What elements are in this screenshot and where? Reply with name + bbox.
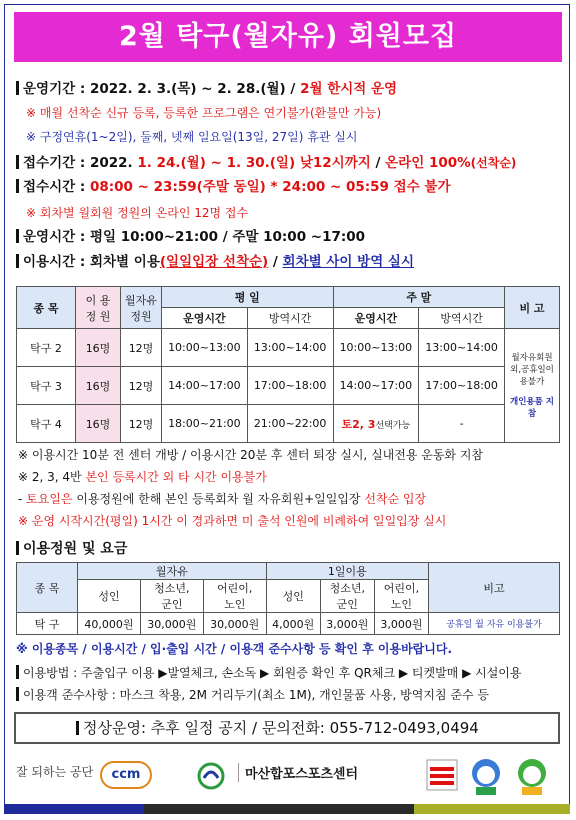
fee-kid: 어린이, 노인 <box>374 580 428 613</box>
ccm-logo: ccm <box>100 761 152 789</box>
col-we-clean: 방역시간 <box>419 308 505 329</box>
row-name: 탁구 3 <box>17 367 76 405</box>
contact-box <box>14 712 560 744</box>
time-note: * 24:00 ~ 05:59 접수 불가 <box>265 179 451 195</box>
reg-value: 1. 24.(월) ~ 1. 30.(일) 낮12시까지 <box>137 155 371 171</box>
reg-label: 접수기간 : 2022. <box>23 155 138 171</box>
fee-adult: 성인 <box>78 580 141 613</box>
period-value: 2022. 2. 3.(목) ~ 2. 28.(월) / <box>89 81 301 97</box>
row-wd-clean: 13:00~14:00 <box>247 329 333 367</box>
fee-row-name: 탁 구 <box>17 613 78 635</box>
rule2-a: ※ 2, 3, 4반 <box>18 470 86 484</box>
col-note: 비 고 <box>505 287 560 329</box>
row-cap: 16명 <box>76 367 121 405</box>
col-weekday: 평 일 <box>162 287 334 308</box>
row-we-clean: 13:00~14:00 <box>419 329 505 367</box>
row-cap: 16명 <box>76 329 121 367</box>
rule2-b: 본인 등록시간 외 타 시간 이용불가 <box>85 470 267 484</box>
rule3-c: 이용정원에 한해 본인 등록회차 월 자유회원+일일입장 <box>72 492 365 506</box>
row-wd-run: 10:00~13:00 <box>162 329 248 367</box>
footer-stripe-blue <box>4 804 144 814</box>
note2: ※ 구정연휴(1~2일), 둘째, 넷째 일요일(13일, 27일) 휴관 실시 <box>26 130 358 144</box>
fee-value: 3,000원 <box>374 613 428 635</box>
row-monthly: 12명 <box>121 367 162 405</box>
we-run-red: 토2, 3 <box>341 417 376 431</box>
row-cap: 16명 <box>76 405 121 443</box>
use-blue: 회차별 사이 방역 실시 <box>282 254 415 270</box>
schedule-note <box>505 329 560 443</box>
note1: ※ 매월 선착순 신규 등록, 등록한 프로그램은 연기불가(환불만 가능) <box>26 106 382 120</box>
note3-b: 온라인 12명 접수 <box>155 206 249 220</box>
row-wd-run: 14:00~17:00 <box>162 367 248 405</box>
col-event: 종 목 <box>17 287 76 329</box>
fee-col-note: 비고 <box>429 563 560 613</box>
col-cap: 이 용 정 원 <box>76 287 121 329</box>
center-name: 마산합포스포츠센터 <box>238 763 358 782</box>
table-row <box>17 367 560 405</box>
row-monthly: 12명 <box>121 405 162 443</box>
row-monthly: 12명 <box>121 329 162 367</box>
fee-col-daily: 1일이용 <box>266 563 428 580</box>
bullet-bar <box>76 721 79 735</box>
fee-col-monthly: 월자유 <box>78 563 267 580</box>
fee-col-event: 종 목 <box>17 563 78 613</box>
rule3 <box>18 490 426 508</box>
page-title: 2월 탁구(월자유) 회원모집 <box>14 12 562 62</box>
col-we-run: 운영시간 <box>333 308 419 329</box>
fee-youth: 청소년, 군인 <box>140 580 203 613</box>
contact-text: 정상운영: 추후 일정 공지 / 문의전화: 055-712-0493,0494 <box>83 719 479 737</box>
use-label: 이용시간 : 회차별 이용 <box>23 254 160 270</box>
footer-stripe-dark <box>144 804 414 814</box>
row-we-clean: 17:00~18:00 <box>419 367 505 405</box>
we-run-rest: 선택가능 <box>375 420 411 431</box>
operating-line <box>16 228 365 246</box>
table-row <box>17 613 560 635</box>
bullet-bar <box>16 541 19 555</box>
bullet-bar <box>16 665 19 679</box>
rule3-d: 선착순 입장 <box>364 492 427 506</box>
schedule-note-blue: 개인용품 지참 <box>509 396 554 419</box>
fee-row-note: 공휴일 월 자유 이용불가 <box>429 613 560 635</box>
bullet-bar <box>16 81 19 95</box>
reception-time-line <box>16 178 451 196</box>
table-row <box>17 405 560 443</box>
flag-logo-icon <box>424 757 460 793</box>
rule1: ※ 이용시간 10분 전 센터 개방 / 이용시간 20분 후 센터 퇴장 실시, 실내전용 운동화 지참 <box>18 448 484 462</box>
registration-line <box>16 154 516 172</box>
table-row <box>17 329 560 367</box>
col-weekend: 주 말 <box>333 287 505 308</box>
row-we-clean: - <box>419 405 505 443</box>
time-value: 08:00 ~ 23:59(주말 동일) <box>89 179 266 195</box>
row-wd-run: 18:00~21:00 <box>162 405 248 443</box>
period-note: 2월 한시적 운영 <box>300 81 398 97</box>
footer <box>14 755 562 800</box>
bullet-bar <box>16 155 19 169</box>
schedule-table <box>16 286 560 443</box>
reg-first: (선착순) <box>470 156 517 170</box>
row-we-run: 10:00~13:00 <box>333 329 419 367</box>
center-logo-icon <box>196 761 236 791</box>
col-wd-run: 운영시간 <box>162 308 248 329</box>
reg-sep: / <box>370 155 386 171</box>
period-line <box>16 80 397 98</box>
fee-adult: 성인 <box>266 580 320 613</box>
fee-value: 30,000원 <box>140 613 203 635</box>
schedule-note-text: 월자유회원외,공휴일이용불가 <box>510 352 554 387</box>
bullet-bar <box>16 229 19 243</box>
row-we-run <box>333 405 419 443</box>
bottom-notice: ※ 이용종목 / 이용시간 / 입·출입 시간 / 이용객 준수사항 등 확인 후 이용바랍니다. <box>16 642 453 656</box>
note3 <box>26 204 248 222</box>
use-sep: / <box>268 254 283 270</box>
fee-heading-text: 이용정원 및 요금 <box>23 541 128 557</box>
row-name: 탁구 4 <box>17 405 76 443</box>
fee-heading <box>16 540 127 558</box>
fee-value: 40,000원 <box>78 613 141 635</box>
mascot-green-icon <box>512 755 552 797</box>
row-we-run: 14:00~17:00 <box>333 367 419 405</box>
rule3-b: 토요일은 <box>26 492 73 506</box>
footer-stripe-olive <box>414 804 570 814</box>
use-red: (일일입장 선착순) <box>159 254 269 270</box>
fee-kid: 어린이, 노인 <box>203 580 266 613</box>
fee-table <box>16 562 560 635</box>
fee-value: 30,000원 <box>203 613 266 635</box>
rule2 <box>18 468 267 486</box>
rules-line <box>16 686 489 704</box>
method-line <box>16 664 522 682</box>
col-wd-clean: 방역시간 <box>247 308 333 329</box>
row-wd-clean: 17:00~18:00 <box>247 367 333 405</box>
footer-slogan: 잘 되하는 공단 <box>16 765 94 779</box>
op-line: 운영시간 : 평일 10:00~21:00 / 주말 10:00 ~17:00 <box>23 229 366 245</box>
col-monthly: 월자유 정원 <box>121 287 162 329</box>
reg-online: 온라인 100% <box>385 155 471 171</box>
note3-a: ※ 회차별 월회원 정원의 <box>26 206 156 220</box>
usage-line <box>16 253 414 271</box>
fee-value: 4,000원 <box>266 613 320 635</box>
time-label: 접수시간 : <box>23 179 90 195</box>
rule3-a: - <box>18 492 27 506</box>
row-name: 탁구 2 <box>17 329 76 367</box>
period-label: 운영기간 : <box>23 81 90 97</box>
fee-youth: 청소년, 군인 <box>320 580 374 613</box>
bullet-bar <box>16 179 19 193</box>
mascot-blue-icon <box>466 755 506 797</box>
rule4: ※ 운영 시작시간(평일) 1시간 이 경과하면 미 출석 인원에 비례하여 일일입장 실시 <box>18 514 447 528</box>
bullet-bar <box>16 687 19 701</box>
bullet-bar <box>16 254 19 268</box>
rules-text: 이용객 준수사항 : 마스크 착용, 2M 거리두기(최소 1M), 개인물품 사용, 방역지침 준수 등 <box>23 688 489 702</box>
row-wd-clean: 21:00~22:00 <box>247 405 333 443</box>
method-text: 이용방법 : 주출입구 이용 ▶발열체크, 손소독 ▶ 회원증 확인 후 QR체크 ▶ 티켓발매 ▶ 시설이용 <box>23 666 522 680</box>
fee-value: 3,000원 <box>320 613 374 635</box>
